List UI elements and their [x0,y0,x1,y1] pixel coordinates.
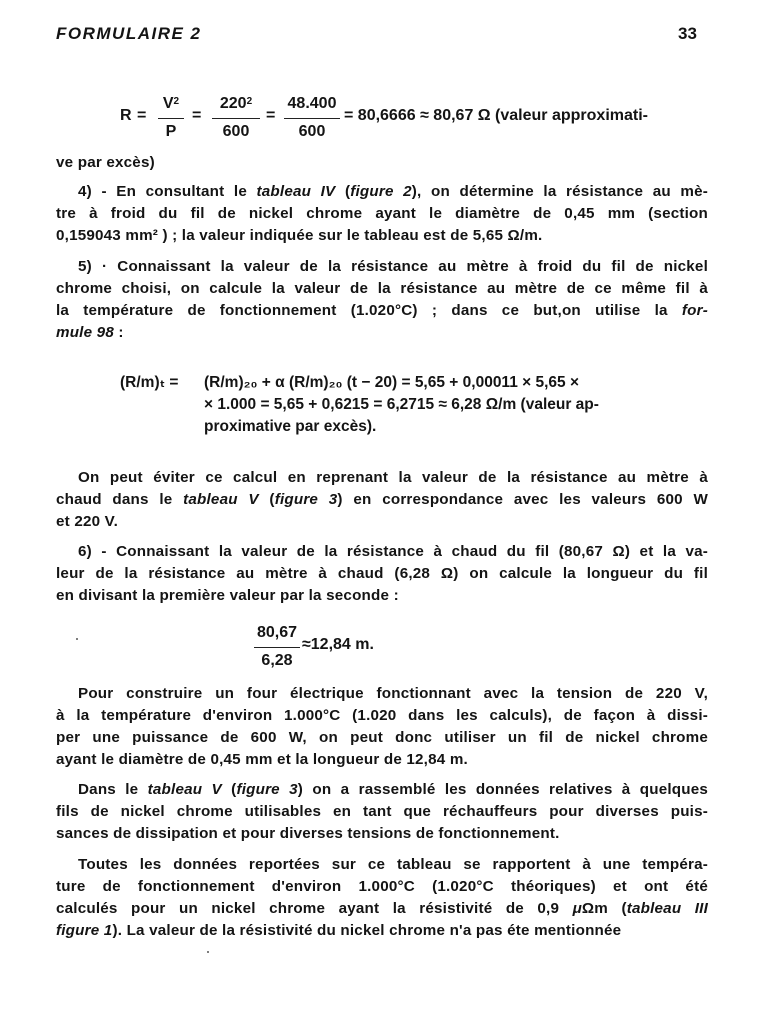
text-line: Pour construire un four électrique fonctionnant avec la tension de 220 V, [78,685,708,702]
text-line: figure 1). La valeur de la résistivité du nickel chrome n'a pas éte mentionnée [56,922,622,939]
scan-speck [76,638,78,640]
formula-resistance [120,93,720,153]
paragraph-step-5 [56,256,708,344]
paragraph-table-v [56,779,708,845]
italic-reference: for- [681,302,708,319]
formula-line: × 1.000 = 5,65 + 0,6215 = 6,2715 ≈ 6,28 Ω/m (valeur ap- [204,396,599,413]
text-line: fils de nickel chrome utilisables en tant que réchauffeurs pour diverses puis- [56,803,708,820]
text-line: ture de fonctionnement d'environ 1.000°C (1.020°C théoriques) et ont été [56,878,708,895]
paragraph-alternative [56,467,708,533]
paragraph-step-6 [56,541,708,607]
formula-result: = 80,6666 ≈ 80,67 Ω (valeur approximati- [344,107,648,124]
italic-reference: figure 2 [350,183,412,200]
italic-reference: figure 3 [274,491,338,508]
formula-line: proximative par excès). [204,418,377,435]
formula-result: ≈12,84 m. [302,636,374,653]
text-line: calculés pour un nickel chrome ayant la résistivité de 0,9 μΩm (tableau III [56,900,708,917]
text-line: en divisant la première valeur par la seconde : [56,587,399,604]
fraction-denominator: 600 [298,123,326,140]
equals-sign: = [137,107,147,124]
exponent: 2 [246,96,253,107]
italic-reference: tableau IV [256,183,336,200]
fraction-denominator: 600 [222,123,250,140]
page-number: 33 [678,24,697,43]
formula-length [254,622,454,674]
fraction-bar [284,118,340,119]
italic-reference: figure 3 [236,781,298,798]
running-header-title: FORMULAIRE 2 [56,24,202,43]
fraction-bar [254,647,300,648]
italic-reference: tableau III [626,900,708,917]
text-line: Dans le tableau V (figure 3) on a rassemblé les données relatives à quelques [78,781,709,798]
formula-lhs: R [120,107,132,124]
text-line: mule 98 : [56,324,124,341]
text-line: Toutes les données reportées sur ce tableau se rapportent à une tempéra- [78,856,708,873]
text-line: ayant le diamètre de 0,45 mm et la longueur de 12,84 m. [56,751,468,768]
equals-sign: = [192,107,202,124]
formula-continuation [56,152,708,174]
text-line: leur de la résistance au mètre à chaud (6,28 Ω) on calcule la longueur du fil [56,565,708,582]
paragraph-conclusion [56,683,708,771]
text-line: la température de fonctionnement (1.020°C) ; dans ce but,on utilise la for- [56,302,708,319]
fraction-v2-over-p [158,93,184,144]
text-line: et 220 V. [56,513,119,530]
text-line: 4) - En consultant le tableau IV (figure 2), on détermine la résistance au mè- [78,183,708,200]
italic-reference: mule 98 [56,324,114,341]
text-line: sances de dissipation et pour diverses tensions de fonctionnement. [56,825,560,842]
fraction-numerator: 48.400 [287,95,337,112]
fraction-48400-over-600 [284,93,340,144]
text-line: 6) - Connaissant la valeur de la résistance à chaud du fil (80,67 Ω) et la va- [78,543,708,560]
fraction-bar [158,118,184,119]
fraction-denominator: 6,28 [261,652,293,669]
paragraph-step-4 [56,181,708,247]
text-line: On peut éviter ce calcul en reprenant la valeur de la résistance au mètre à [78,469,708,486]
italic-reference: μ [572,900,582,917]
paragraph-data-notes [56,854,708,942]
fraction-220sq-over-600 [212,93,260,144]
text-line: per une puissance de 600 W, on peut donc utiliser un fil de nickel chrome [56,729,708,746]
fraction-80-67-over-6-28 [254,622,300,673]
italic-reference: tableau V [147,781,222,798]
fraction-denominator: P [165,123,177,140]
italic-reference: figure 1 [56,922,113,939]
text-line: chrome choisi, on calcule la valeur de la résistance au mètre de ce même fil à [56,280,708,297]
text-line: 5) · Connaissant la valeur de la résistance au mètre à froid du fil de nickel [78,258,708,275]
text-line: à la température d'environ 1.000°C (1.020 dans les calculs), de façon à dissi- [56,707,708,724]
formula-lhs: (R/m)ₜ = [120,374,179,391]
fraction-numerator: 80,67 [256,624,298,641]
fraction-numerator: 220 [219,95,247,112]
text-line: ve par excès) [56,154,155,171]
text-line: 0,159043 mm² ) ; la valeur indiquée sur le tableau est de 5,65 Ω/m. [56,227,543,244]
exponent: 2 [173,96,180,107]
text-line: chaud dans le tableau V (figure 3) en correspondance avec les valeurs 600 W [56,491,708,508]
fraction-bar [212,118,260,119]
formula-rhs [204,372,710,438]
scan-speck [207,951,209,953]
text-line: tre à froid du fil de nickel chrome ayant le diamètre de 0,45 mm (section [56,205,708,222]
italic-reference: tableau V [183,491,259,508]
equals-sign: = [266,107,276,124]
formula-line: (R/m)₂₀ + α (R/m)₂₀ (t − 20) = 5,65 + 0,00011 × 5,65 × [204,374,580,391]
fraction-numerator: V [162,95,174,112]
